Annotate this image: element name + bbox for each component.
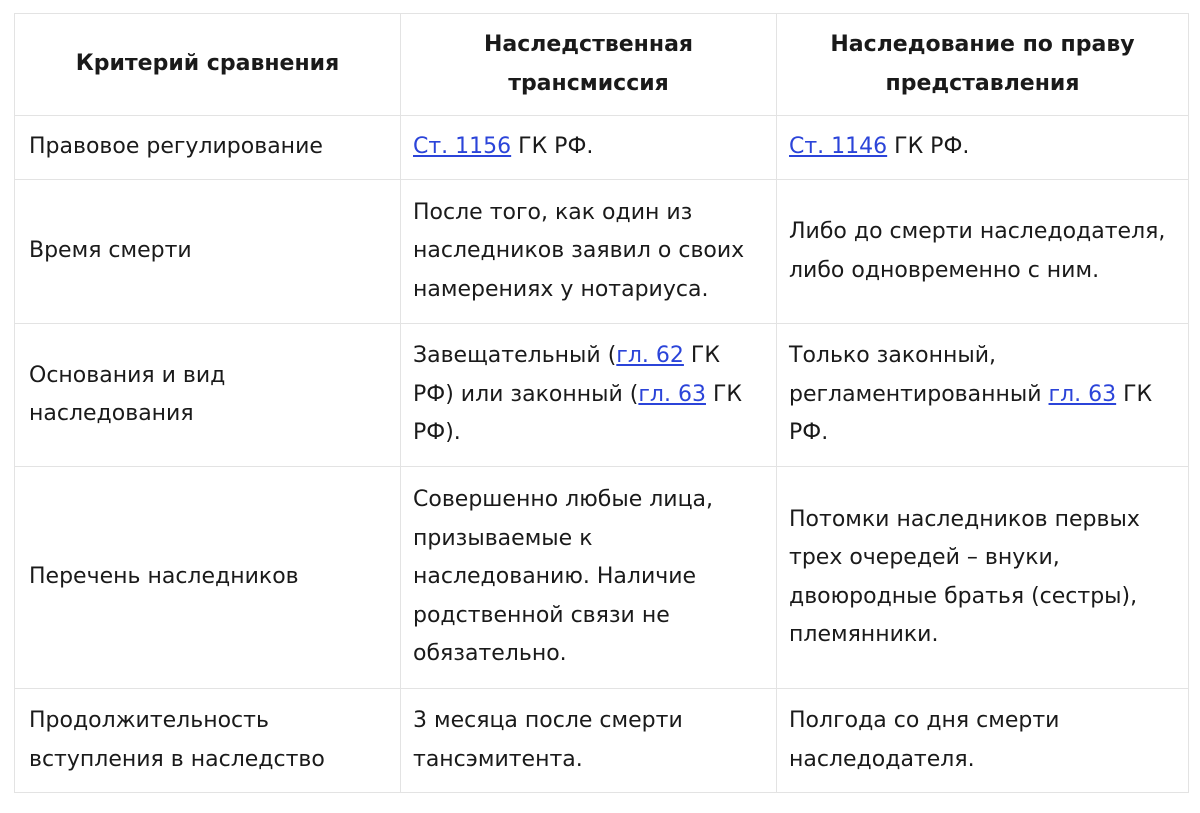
table-row (15, 689, 1189, 793)
criterion-cell: Основания и вид наследования (15, 324, 401, 467)
comparison-table (14, 13, 1189, 793)
transmission-cell: 3 месяца после смерти тансэмитента. (401, 689, 777, 793)
table-row (15, 467, 1189, 689)
representation-cell: Потомки наследников первых трех очередей – внуки, двоюродные братья (сестры), племянники. (777, 467, 1189, 689)
transmission-cell (401, 116, 777, 180)
transmission-cell: После того, как один из наследников заявил о своих намерениях у нотариуса. (401, 180, 777, 324)
table-header-row (15, 14, 1189, 116)
criterion-cell: Перечень наследников (15, 467, 401, 689)
criterion-cell: Время смерти (15, 180, 401, 324)
representation-cell: Либо до смерти наследодателя, либо одновременно с ним. (777, 180, 1189, 324)
law-link[interactable]: гл. 63 (1048, 381, 1117, 407)
law-link[interactable]: Ст. 1146 (789, 134, 888, 160)
cell-text: ГК РФ). (413, 381, 743, 446)
cell-text: Завещательный ( (413, 343, 617, 369)
representation-cell: Полгода со дня смерти наследодателя. (777, 689, 1189, 793)
header-criterion: Критерий сравнения (15, 14, 401, 116)
cell-text: ГК РФ. (887, 134, 970, 160)
header-representation: Наследование по праву представления (777, 14, 1189, 116)
header-transmission: Наследственная трансмиссия (401, 14, 777, 116)
cell-text: Только законный, регламентированный (789, 343, 1049, 407)
criterion-cell: Правовое регулирование (15, 116, 401, 180)
law-link[interactable]: гл. 62 (616, 343, 684, 369)
transmission-cell (401, 324, 777, 467)
cell-text: ГК РФ. (511, 134, 594, 160)
transmission-cell: Совершенно любые лица, призываемые к наследованию. Наличие родственной связи не обязательно. (401, 467, 777, 689)
table-row (15, 180, 1189, 324)
table-row (15, 116, 1189, 180)
representation-cell (777, 116, 1189, 180)
criterion-cell: Продолжительность вступления в наследство (15, 689, 401, 793)
representation-cell (777, 324, 1189, 467)
cell-text: ГК РФ. (789, 381, 1153, 446)
cell-text: ГК РФ) или законный ( (413, 343, 720, 407)
law-link[interactable]: гл. 63 (638, 381, 706, 407)
law-link[interactable]: Ст. 1156 (413, 134, 512, 160)
table-row (15, 324, 1189, 467)
